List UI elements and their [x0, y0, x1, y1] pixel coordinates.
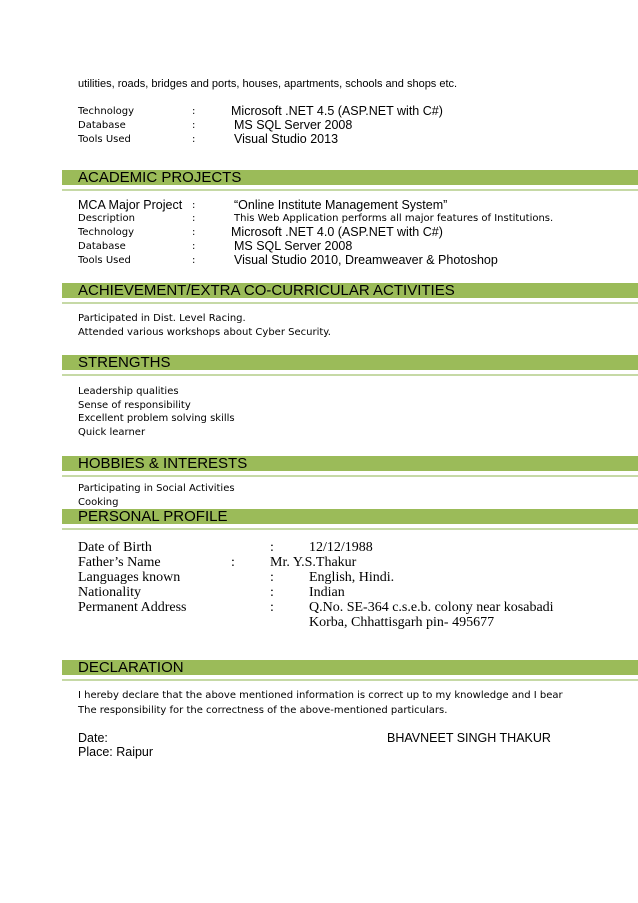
list-item: Participating in Social Activities [78, 483, 235, 494]
section-header-personal-profile [62, 509, 638, 524]
tech-sep: : [192, 106, 196, 117]
section-divider [62, 302, 638, 304]
dob-value: 12/12/1988 [309, 540, 373, 555]
tech-label: Technology [78, 106, 135, 117]
project-tech-label: Technology [78, 227, 135, 238]
section-header-declaration [62, 660, 638, 675]
tools-label: Tools Used [78, 134, 131, 145]
project-db-sep: : [192, 241, 196, 252]
dob-label: Date of Birth [78, 540, 152, 555]
list-item: Attended various workshops about Cyber Security. [78, 326, 331, 338]
tools-sep: : [192, 134, 196, 145]
section-header-achievements [62, 283, 638, 298]
project-value: “Online Institute Management System” [234, 198, 448, 212]
section-divider [62, 679, 638, 681]
section-title: ACADEMIC PROJECTS [78, 169, 242, 186]
signature-name: BHAVNEET SINGH THAKUR [387, 731, 551, 745]
address-label: Permanent Address [78, 600, 187, 615]
description-value: This Web Application performs all major features of Institutions. [234, 213, 554, 224]
project-label: MCA Major Project [78, 198, 183, 212]
project-tools-label: Tools Used [78, 255, 131, 266]
address-value: Q.No. SE-364 c.s.e.b. colony near kosabadi [309, 600, 554, 615]
db-value: MS SQL Server 2008 [234, 118, 353, 132]
languages-label: Languages known [78, 570, 181, 585]
db-label: Database [78, 120, 126, 131]
nationality-sep: : [270, 585, 274, 600]
section-title: DECLARATION [78, 659, 184, 676]
strengths-list [78, 385, 235, 439]
tools-value: Visual Studio 2013 [234, 132, 339, 146]
achievements-list [78, 312, 331, 339]
address-line2: Korba, Chhattisgarh pin- 495677 [309, 615, 495, 630]
project-sep: : [192, 200, 196, 211]
project-tech-value: Microsoft .NET 4.0 (ASP.NET with C#) [231, 225, 443, 239]
section-header-strengths [62, 355, 638, 370]
father-label: Father’s Name [78, 555, 161, 570]
project-tools-sep: : [192, 255, 196, 266]
description-label: Description [78, 213, 135, 224]
dob-sep: : [270, 540, 274, 555]
project-tech-sep: : [192, 227, 196, 238]
db-sep: : [192, 120, 196, 131]
address-sep: : [270, 600, 274, 615]
section-divider [62, 475, 638, 477]
section-title: HOBBIES & INTERESTS [78, 455, 248, 472]
section-title: ACHIEVEMENT/EXTRA CO-CURRICULAR ACTIVITIES [78, 282, 455, 299]
place-label: Place: Raipur [78, 745, 154, 759]
languages-sep: : [270, 570, 274, 585]
section-divider [62, 528, 638, 530]
father-value: Mr. Y.S.Thakur [270, 555, 357, 570]
list-item: Excellent problem solving skills [78, 413, 235, 425]
declaration-line: The responsibility for the correctness of the above-mentioned particulars. [78, 704, 448, 716]
list-item: Quick learner [78, 426, 146, 438]
languages-value: English, Hindi. [309, 570, 395, 585]
project-db-label: Database [78, 241, 126, 252]
intro-text: utilities, roads, bridges and ports, houses, apartments, schools and shops etc. [78, 78, 458, 90]
list-item: Sense of responsibility [78, 399, 191, 411]
nationality-label: Nationality [78, 585, 141, 600]
date-label: Date: [78, 731, 108, 745]
section-header-hobbies [62, 456, 638, 471]
father-sep: : [231, 555, 235, 570]
section-header-academic-projects [62, 170, 638, 185]
declaration-line: I hereby declare that the above mentioned information is correct up to my knowledge and I bear [78, 690, 563, 701]
list-item: Participated in Dist. Level Racing. [78, 313, 246, 324]
section-divider [62, 374, 638, 376]
tech-value: Microsoft .NET 4.5 (ASP.NET with C#) [231, 104, 443, 118]
section-title: PERSONAL PROFILE [78, 508, 228, 525]
nationality-value: Indian [309, 585, 345, 600]
section-divider [62, 189, 638, 191]
project-tools-value: Visual Studio 2010, Dreamweaver & Photoshop [234, 253, 498, 267]
list-item: Cooking [78, 496, 119, 508]
declaration-text [78, 689, 563, 718]
description-sep: : [192, 213, 196, 224]
project-db-value: MS SQL Server 2008 [234, 239, 353, 253]
hobbies-list [78, 482, 235, 509]
section-title: STRENGTHS [78, 354, 171, 371]
list-item: Leadership qualities [78, 386, 179, 397]
